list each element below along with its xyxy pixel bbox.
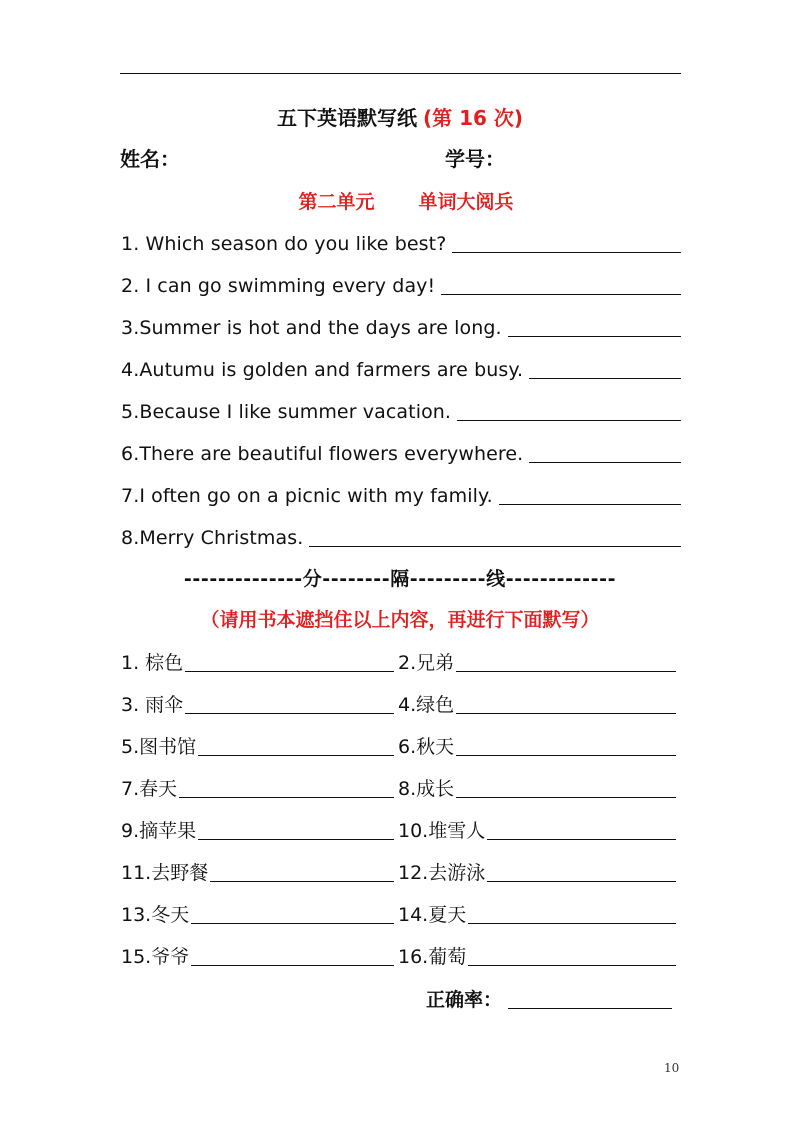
answer-blank[interactable] [529, 377, 681, 379]
answer-blank[interactable] [185, 712, 394, 714]
vocab-prompt: 1. 棕色 [121, 652, 184, 674]
vocab-prompt: 14.夏天 [398, 904, 467, 926]
vocab-item [398, 648, 676, 676]
top-rule [120, 73, 681, 74]
vocab-row [121, 774, 681, 802]
vocab-prompt: 8.成长 [398, 778, 455, 800]
vocab-item [398, 816, 676, 844]
sentence-text: 7.I often go on a picnic with my family. [121, 485, 493, 507]
answer-blank[interactable] [309, 545, 681, 547]
answer-blank[interactable] [468, 964, 676, 966]
title-main: 五下英语默写纸 [276, 106, 417, 130]
page-title [0, 105, 800, 131]
answer-blank[interactable] [441, 293, 681, 295]
vocab-prompt: 7.春天 [121, 778, 178, 800]
answer-blank[interactable] [210, 880, 394, 882]
answer-blank[interactable] [452, 251, 681, 253]
answer-blank[interactable] [198, 754, 394, 756]
vocab-prompt: 2.兄弟 [398, 652, 455, 674]
sentence-row [121, 481, 681, 509]
vocab-prompt: 16.葡萄 [398, 946, 467, 968]
vocab-prompt: 5.图书馆 [121, 736, 197, 758]
vocab-row [121, 690, 681, 718]
vocab-prompt: 9.摘苹果 [121, 820, 197, 842]
sentence-row [121, 397, 681, 425]
vocab-item [121, 690, 394, 718]
vocab-item [121, 816, 394, 844]
answer-blank[interactable] [487, 880, 676, 882]
vocab-item [398, 900, 676, 928]
instruction-text: （请用书本遮挡住以上内容，再进行下面默写） [200, 609, 600, 631]
answer-blank[interactable] [456, 754, 676, 756]
vocab-prompt: 10.堆雪人 [398, 820, 486, 842]
vocab-item [121, 858, 394, 886]
vocab-row [121, 732, 681, 760]
unit-topic: 单词大阅兵 [418, 191, 514, 213]
vocab-row [121, 648, 681, 676]
vocab-item [398, 774, 676, 802]
answer-blank[interactable] [508, 335, 681, 337]
unit-name: 第二单元 [298, 191, 375, 213]
vocab-item [398, 942, 676, 970]
answer-blank[interactable] [456, 670, 676, 672]
vocab-item [398, 858, 676, 886]
vocab-prompt: 3. 雨伞 [121, 694, 184, 716]
answer-blank[interactable] [191, 922, 394, 924]
score-field [426, 985, 672, 1013]
vocab-prompt: 11.去野餐 [121, 862, 209, 884]
sentence-text: 6.There are beautiful flowers everywhere. [121, 443, 524, 465]
page-number: 10 [664, 1061, 680, 1075]
sentence-text: 3.Summer is hot and the days are long. [121, 317, 502, 339]
answer-blank[interactable] [456, 712, 676, 714]
answer-blank[interactable] [456, 796, 676, 798]
score-label: 正确率： [426, 989, 503, 1011]
vocab-prompt: 6.秋天 [398, 736, 455, 758]
vocab-item [121, 648, 394, 676]
sentence-row [121, 355, 681, 383]
vocab-item [398, 732, 676, 760]
answer-blank[interactable] [457, 419, 681, 421]
vocab-item [121, 732, 394, 760]
score-blank[interactable] [508, 1007, 672, 1009]
vocab-row [121, 900, 681, 928]
vocab-item [121, 942, 394, 970]
title-count: (第 16 次) [422, 106, 524, 130]
divider-line: --------------分--------隔---------线------------- [183, 568, 617, 590]
answer-blank[interactable] [185, 670, 394, 672]
sentence-row [121, 271, 681, 299]
vocab-item [121, 774, 394, 802]
name-label: 姓名： [120, 147, 180, 171]
sentence-text: 4.Autumu is golden and farmers are busy. [121, 359, 524, 381]
vocab-prompt: 4.绿色 [398, 694, 455, 716]
vocab-item [398, 690, 676, 718]
sentence-text: 5.Because I like summer vacation. [121, 401, 452, 423]
vocab-row [121, 858, 681, 886]
vocab-row [121, 816, 681, 844]
answer-blank[interactable] [529, 461, 681, 463]
vocab-row [121, 942, 681, 970]
vocab-prompt: 12.去游泳 [398, 862, 486, 884]
vocab-item [121, 900, 394, 928]
sentence-text: 8.Merry Christmas. [121, 527, 304, 549]
sentence-row [121, 439, 681, 467]
unit-heading [0, 189, 800, 215]
answer-blank[interactable] [179, 796, 394, 798]
student-id-label: 学号： [445, 147, 505, 171]
answer-blank[interactable] [191, 964, 394, 966]
answer-blank[interactable] [198, 838, 394, 840]
answer-blank[interactable] [487, 838, 676, 840]
vocab-prompt: 15.爷爷 [121, 946, 190, 968]
sentence-row [121, 229, 681, 257]
sentence-row [121, 523, 681, 551]
answer-blank[interactable] [468, 922, 676, 924]
sentence-row [121, 313, 681, 341]
vocab-prompt: 13.冬天 [121, 904, 190, 926]
sentence-text: 2. I can go swimming every day! [121, 275, 436, 297]
answer-blank[interactable] [499, 503, 681, 505]
sentence-text: 1. Which season do you like best? [121, 233, 447, 255]
